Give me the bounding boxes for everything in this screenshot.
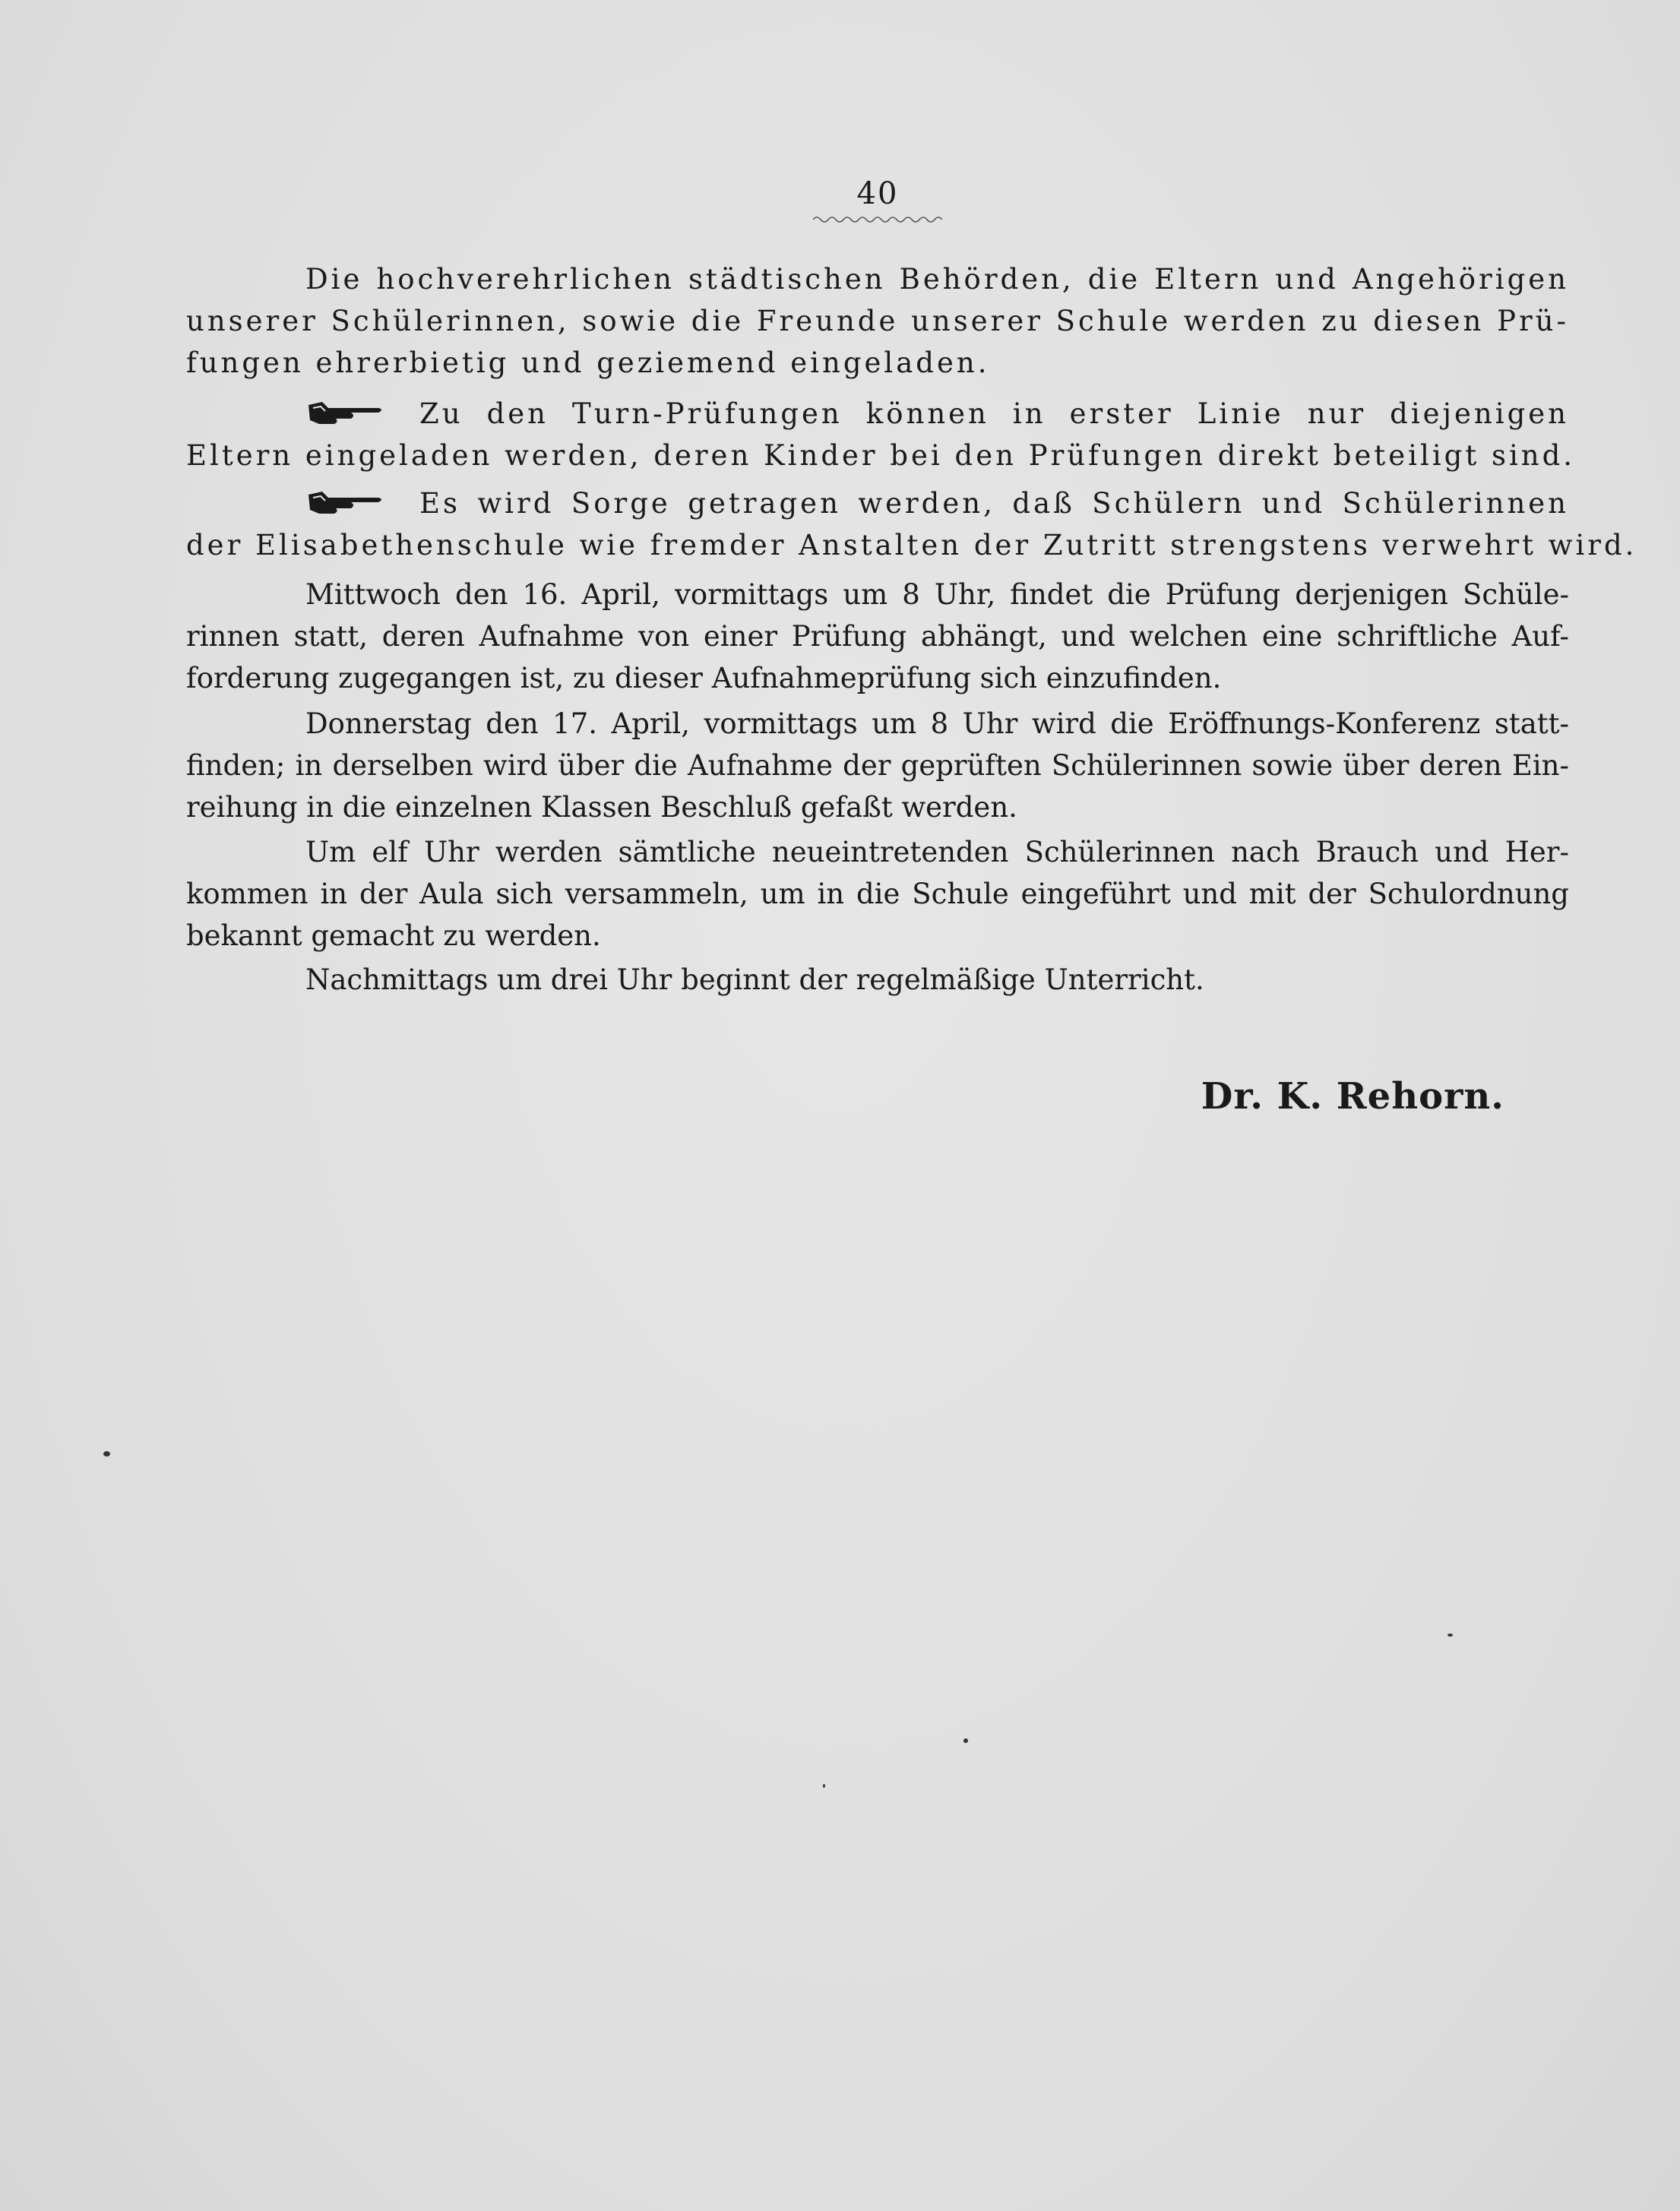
text-line: finden; in derselben wird über die Aufnahme der geprüften Schülerinnen sowie über deren Ein- xyxy=(186,749,1569,782)
text-line: Nachmittags um drei Uhr beginnt der regelmäßige Unterricht. xyxy=(305,963,1204,996)
text-line-with-manicule xyxy=(186,482,1569,524)
paragraph-aula-versammlung xyxy=(186,831,1569,957)
text-line: unserer Schülerinnen, sowie die Freunde unserer Schule werden zu diesen Prü- xyxy=(186,305,1569,337)
text-line-with-manicule xyxy=(186,393,1569,435)
text-line: bekannt gemacht zu werden. xyxy=(186,919,601,952)
pointing-hand-icon xyxy=(305,397,389,428)
text-line-content: Es wird Sorge getragen werden, daß Schülern und Schülerinnen xyxy=(419,487,1569,520)
text-line: Um elf Uhr werden sämtliche neueintretenden Schülerinnen nach Brauch und Her- xyxy=(305,836,1569,868)
paragraph-turn-pruefungen xyxy=(186,393,1576,476)
wavy-rule-ornament xyxy=(813,214,942,225)
paragraph-zutritt xyxy=(186,482,1637,566)
pointing-hand-icon xyxy=(305,487,389,517)
text-line: Mittwoch den 16. April, vormittags um 8 Uhr, findet die Prüfung derjenigen Schüle- xyxy=(305,578,1569,611)
text-line-content: Zu den Turn-Prüfungen können in erster Linie nur diejenigen xyxy=(419,397,1569,430)
scan-speck xyxy=(103,1451,110,1457)
text-line: Die hochverehrlichen städtischen Behörden, die Eltern und Angehörigen xyxy=(305,263,1569,296)
paragraph-unterricht xyxy=(186,959,1569,1001)
text-line: forderung zugegangen ist, zu dieser Aufnahmeprüfung sich einzufinden. xyxy=(186,662,1222,694)
paragraph-invitation xyxy=(186,258,1569,384)
text-line: reihung in die einzelnen Klassen Beschluß gefaßt werden. xyxy=(186,791,1017,824)
scan-speck xyxy=(1447,1634,1453,1637)
paragraph-eroeffnungs-konferenz xyxy=(186,703,1569,828)
scan-speck xyxy=(963,1738,968,1743)
paragraph-aufnahmepruefung xyxy=(186,574,1569,699)
text-line: fungen ehrerbietig und geziemend eingeladen. xyxy=(186,346,990,379)
text-line: Donnerstag den 17. April, vormittags um 8 Uhr wird die Eröffnungs-Konferenz statt- xyxy=(305,707,1569,740)
page-number: 40 xyxy=(856,176,899,211)
signature: Dr. K. Rehorn. xyxy=(1201,1075,1504,1118)
scan-speck xyxy=(823,1784,825,1788)
text-line: rinnen statt, deren Aufnahme von einer Prüfung abhängt, und welchen eine schriftliche Auf- xyxy=(186,620,1569,653)
text-line: Eltern eingeladen werden, deren Kinder bei den Prüfungen direkt beteiligt sind. xyxy=(186,439,1576,472)
text-line: kommen in der Aula sich versammeln, um in die Schule eingeführt und mit der Schulordnung xyxy=(186,878,1569,910)
text-line: der Elisabethenschule wie fremder Anstalten der Zutritt strengstens verwehrt wird. xyxy=(186,529,1637,561)
